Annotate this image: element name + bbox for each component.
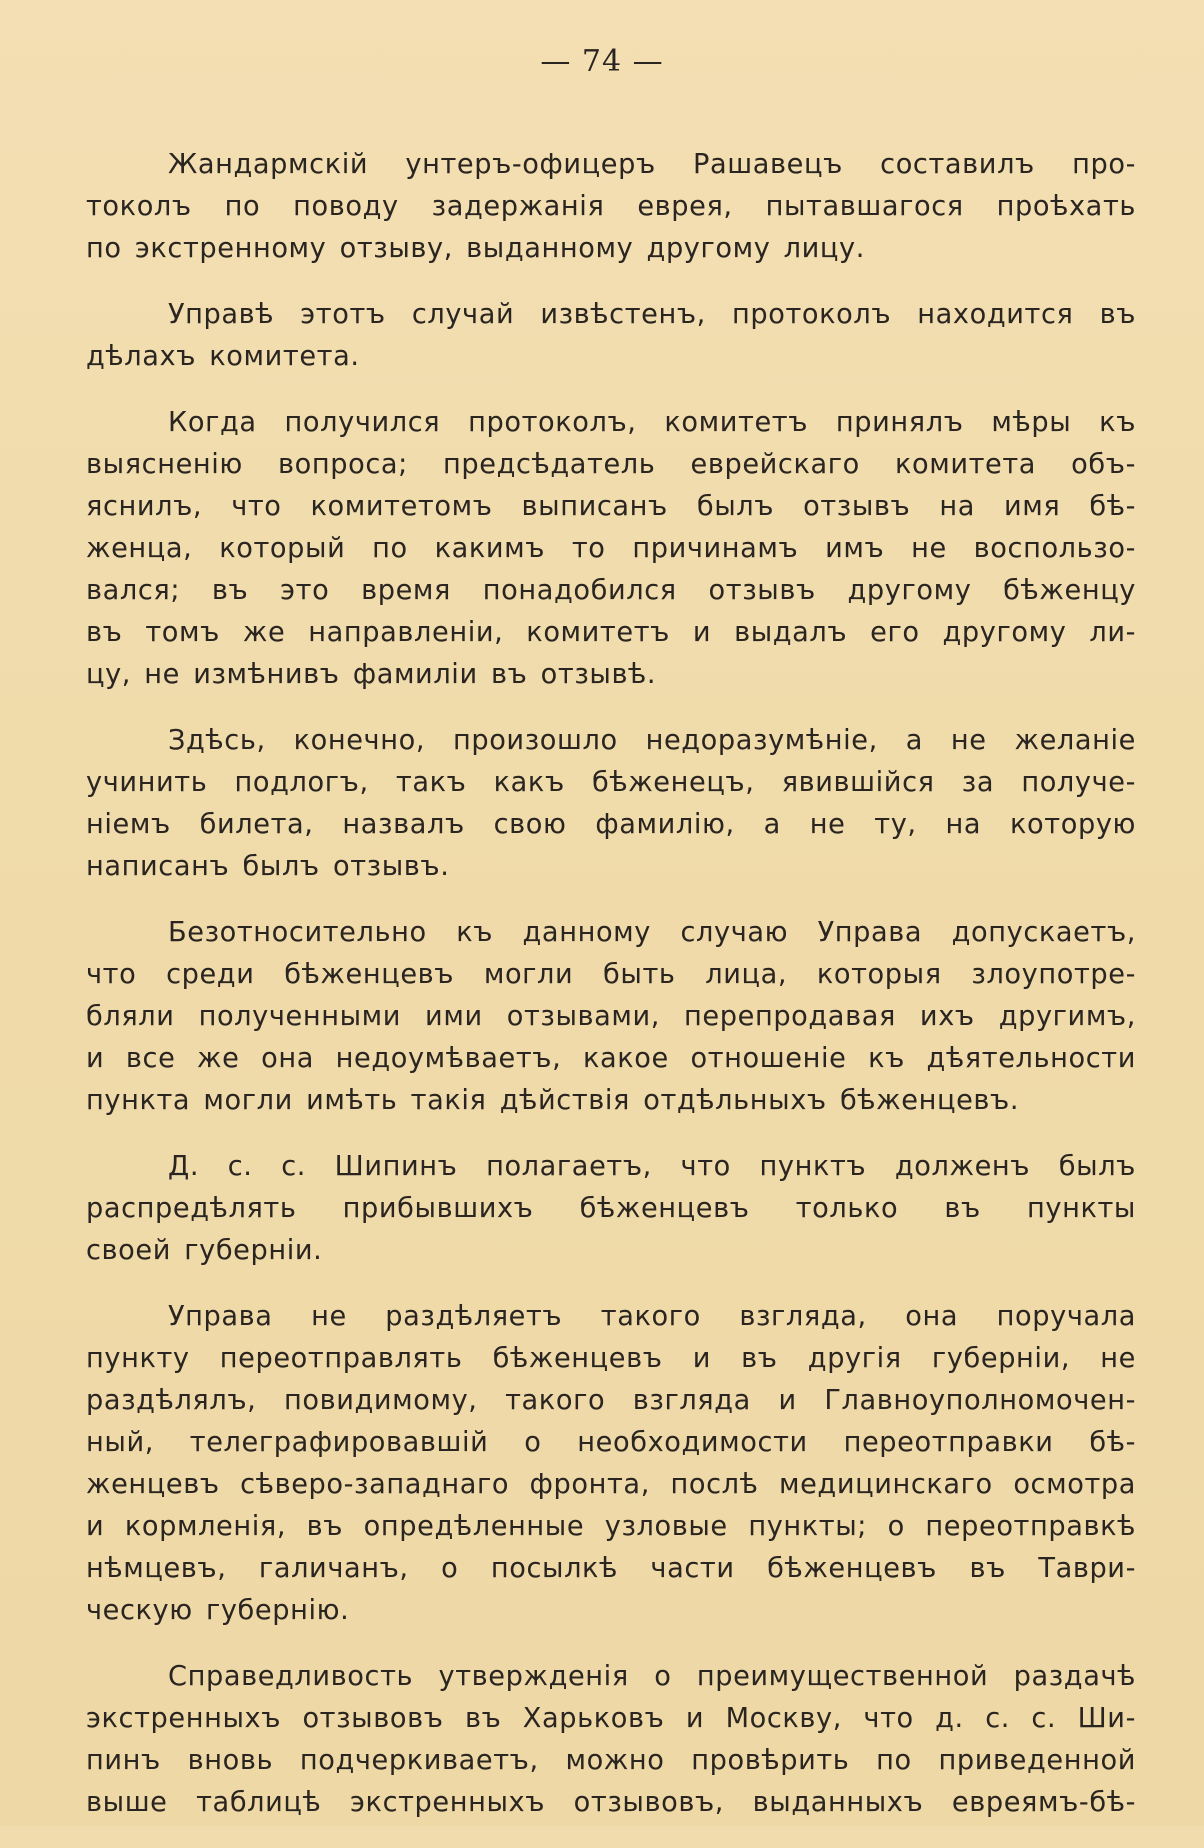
paragraph <box>86 402 1136 696</box>
text-line: раздѣлялъ, повидимому, такого взгляда и Главноуполномочен- <box>86 1385 1136 1416</box>
text-line: и кормленія, въ опредѣленные узловые пункты; о переотправкѣ <box>86 1511 1136 1542</box>
text-line: пункта могли имѣть такія дѣйствія отдѣльныхъ бѣженцевъ. <box>86 1085 1020 1116</box>
paragraph <box>86 912 1136 1122</box>
text-line: Здѣсь, конечно, произошло недоразумѣніе, а не желаніе <box>168 725 1136 756</box>
paragraph <box>86 144 1136 270</box>
text-line: ніемъ билета, назвалъ свою фамилію, а не ту, на которую <box>86 809 1136 840</box>
body-text <box>86 144 1136 1848</box>
text-line: и все же она недоумѣваетъ, какое отношеніе къ дѣятельности <box>86 1043 1136 1074</box>
text-line: пинъ вновь подчеркиваетъ, можно провѣрить по приведенной <box>86 1745 1136 1776</box>
text-line: женца, который по какимъ то причинамъ имъ не воспользо- <box>86 533 1136 564</box>
text-line: Д. с. с. Шипинъ полагаетъ, что пунктъ долженъ былъ <box>168 1151 1136 1182</box>
text-line: Безотносительно къ данному случаю Управа допускаетъ, <box>168 917 1136 948</box>
text-line: Жандармскій унтеръ-офицеръ Рашавецъ составилъ про- <box>168 149 1136 180</box>
text-line: въ томъ же направленіи, комитетъ и выдалъ его другому ли- <box>86 617 1136 648</box>
text-line: вался; въ это время понадобился отзывъ другому бѣженцу <box>86 575 1136 606</box>
text-line: женцевъ сѣверо-западнаго фронта, послѣ медицинскаго осмотра <box>86 1469 1136 1500</box>
text-line: выше таблицѣ экстренныхъ отзывовъ, выданныхъ евреямъ-бѣ- <box>86 1787 1136 1818</box>
text-line: написанъ былъ отзывъ. <box>86 851 450 882</box>
text-line: экстренныхъ отзывовъ въ Харьковъ и Москву, что д. с. с. Ши- <box>86 1703 1136 1734</box>
paragraph <box>86 1296 1136 1632</box>
page-number: — 74 — <box>540 44 664 79</box>
paragraph <box>86 1146 1136 1272</box>
text-line: учинить подлогъ, такъ какъ бѣженецъ, явившійся за получе- <box>86 767 1136 798</box>
text-line: пункту переотправлять бѣженцевъ и въ другія губерніи, не <box>86 1343 1136 1374</box>
text-line: Управѣ этотъ случай извѣстенъ, протоколъ находится въ <box>168 299 1136 330</box>
text-line: выясненію вопроса; предсѣдатель еврейскаго комитета объ- <box>86 449 1136 480</box>
text-line: ческую губернію. <box>86 1595 350 1626</box>
text-line: дѣлахъ комитета. <box>86 341 360 372</box>
paragraph <box>86 294 1136 378</box>
text-line: нѣмцевъ, галичанъ, о посылкѣ части бѣженцевъ въ Таври- <box>86 1553 1136 1584</box>
text-line: токолъ по поводу задержанія еврея, пытавшагося проѣхать <box>86 191 1136 222</box>
text-line: цу, не измѣнивъ фамиліи въ отзывѣ. <box>86 659 657 690</box>
paragraph <box>86 1656 1136 1824</box>
text-line: что среди бѣженцевъ могли быть лица, которыя злоупотре- <box>86 959 1136 990</box>
text-line: Когда получился протоколъ, комитетъ принялъ мѣры къ <box>168 407 1136 438</box>
text-line: по экстренному отзыву, выданному другому лицу. <box>86 233 865 264</box>
text-line: Управа не раздѣляетъ такого взгляда, она поручала <box>168 1301 1136 1332</box>
text-line: яснилъ, что комитетомъ выписанъ былъ отзывъ на имя бѣ- <box>86 491 1136 522</box>
paragraph <box>86 720 1136 888</box>
text-line: распредѣлять прибывшихъ бѣженцевъ только въ пункты <box>86 1193 1136 1224</box>
text-line: ный, телеграфировавшій о необходимости переотправки бѣ- <box>86 1427 1136 1458</box>
text-line: бляли полученными ими отзывами, перепродавая ихъ другимъ, <box>86 1001 1136 1032</box>
text-line: своей губерніи. <box>86 1235 323 1266</box>
text-line: Справедливость утвержденія о преимущественной раздачѣ <box>168 1661 1136 1692</box>
